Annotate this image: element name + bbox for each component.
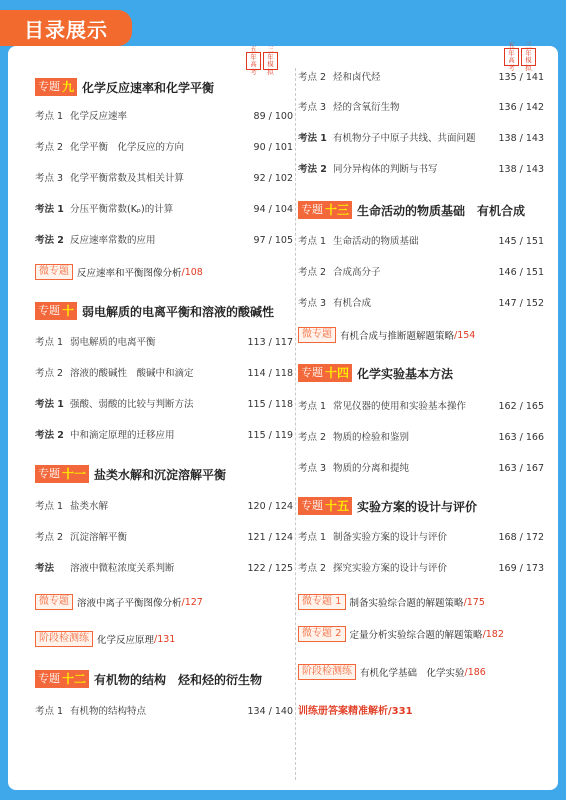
- micro-topic-badge: 微专题: [35, 264, 73, 280]
- answer-key-link[interactable]: 训练册答案精准解析/331: [298, 706, 413, 717]
- topic-11[interactable]: [35, 465, 226, 483]
- topic-badge: 专题 九: [35, 78, 77, 96]
- toc-entry[interactable]: 考点 2 沉淀溶解平衡 121 / 124: [35, 532, 293, 543]
- topic-10[interactable]: [35, 302, 274, 320]
- toc-entry[interactable]: 考点 1 生命活动的物质基础 145 / 151: [298, 236, 544, 247]
- legend-five-year: 五年高考: [504, 48, 519, 66]
- legend-three-year: 三年模拟: [521, 48, 536, 66]
- topic-badge: 专题 十二: [35, 670, 89, 688]
- toc-entry[interactable]: 考点 2 烃和卤代烃 135 / 141: [298, 72, 544, 83]
- toc-entry[interactable]: 考点 1 弱电解质的电离平衡 113 / 117: [35, 337, 293, 348]
- toc-entry[interactable]: 考点 2 化学平衡 化学反应的方向 90 / 101: [35, 142, 293, 153]
- stage-test[interactable]: 阶段检测练 化学反应原理 /131: [35, 631, 175, 647]
- toc-entry[interactable]: 考点 3 有机合成 147 / 152: [298, 298, 544, 309]
- topic-title: 有机物的结构 烃和烃的衍生物: [94, 672, 263, 687]
- toc-entry[interactable]: 考点 2 物质的检验和鉴别 163 / 166: [298, 432, 544, 443]
- topic-15[interactable]: [298, 497, 477, 515]
- topic-title: 实验方案的设计与评价: [357, 499, 478, 514]
- toc-entry[interactable]: 考点 2 溶液的酸碱性 酸碱中和滴定 114 / 118: [35, 368, 293, 379]
- right-column: [298, 46, 544, 786]
- toc-entry[interactable]: 考点 1 常见仪器的使用和实验基本操作 162 / 165: [298, 401, 544, 412]
- micro-topic[interactable]: 微专题 反应速率和平衡图像分析 /108: [35, 264, 203, 280]
- toc-entry[interactable]: 考点 2 合成高分子 146 / 151: [298, 267, 544, 278]
- micro-topic-badge: 微专题: [35, 594, 73, 610]
- stage-test-badge: 阶段检测练: [298, 664, 356, 680]
- topic-badge: 专题 十一: [35, 465, 89, 483]
- legend-five-year: 五年高考: [246, 52, 261, 70]
- topic-badge: 专题 十四: [298, 364, 352, 382]
- toc-entry[interactable]: 考点 1 化学反应速率 89 / 100: [35, 111, 293, 122]
- topic-14[interactable]: [298, 364, 453, 382]
- topic-title: 生命活动的物质基础 有机合成: [357, 203, 526, 218]
- toc-entry[interactable]: 考点 1 有机物的结构特点 134 / 140: [35, 706, 293, 717]
- micro-topic-1[interactable]: 微专题 1 制备实验综合题的解题策略 /175: [298, 594, 485, 610]
- topic-title: 弱电解质的电离平衡和溶液的酸碱性: [82, 304, 275, 319]
- topic-title: 盐类水解和沉淀溶解平衡: [94, 467, 227, 482]
- column-divider: [295, 68, 296, 780]
- micro-topic-badge: 微专题: [298, 327, 336, 343]
- toc-entry[interactable]: 考法 2 同分异构体的判断与书写 138 / 143: [298, 164, 544, 175]
- toc-entry[interactable]: 考点 1 盐类水解 120 / 124: [35, 501, 293, 512]
- topic-title: 化学实验基本方法: [357, 366, 454, 381]
- toc-entry[interactable]: 考点 3 物质的分离和提纯 163 / 167: [298, 463, 544, 474]
- toc-entry[interactable]: 考点 3 化学平衡常数及其相关计算 92 / 102: [35, 173, 293, 184]
- topic-badge: 专题 十三: [298, 201, 352, 219]
- topic-badge: 专题 十五: [298, 497, 352, 515]
- topic-12[interactable]: [35, 670, 262, 688]
- toc-page: [8, 41, 558, 790]
- topic-9[interactable]: [35, 78, 214, 96]
- toc-entry[interactable]: 考法 2 中和滴定原理的迁移应用 115 / 119: [35, 430, 293, 441]
- micro-topic-2[interactable]: 微专题 2 定量分析实验综合题的解题策略 /182: [298, 626, 504, 642]
- toc-entry[interactable]: 考法 2 反应速率常数的应用 97 / 105: [35, 235, 293, 246]
- topic-13[interactable]: [298, 201, 525, 219]
- page-title: 目录展示: [0, 10, 132, 46]
- toc-entry[interactable]: 考法 1 有机物分子中原子共线、共面问题 138 / 143: [298, 133, 544, 144]
- micro-topic-badge: 微专题 2: [298, 626, 346, 642]
- topic-badge: 专题 十: [35, 302, 77, 320]
- stage-test[interactable]: 阶段检测练 有机化学基础 化学实验 /186: [298, 664, 486, 680]
- micro-topic[interactable]: 微专题 溶液中离子平衡图像分析 /127: [35, 594, 203, 610]
- legend-three-year: 三年模拟: [263, 52, 278, 70]
- micro-topic[interactable]: 微专题 有机合成与推断题解题策略 /154: [298, 327, 475, 343]
- topic-title: 化学反应速率和化学平衡: [82, 80, 215, 95]
- toc-entry[interactable]: 考法 1 强酸、弱酸的比较与判断方法 115 / 118: [35, 399, 293, 410]
- toc-entry[interactable]: 考法 1 分压平衡常数(Kₚ)的计算 94 / 104: [35, 204, 293, 215]
- toc-entry[interactable]: 考点 1 制备实验方案的设计与评价 168 / 172: [298, 532, 544, 543]
- toc-entry[interactable]: 考点 3 烃的含氧衍生物 136 / 142: [298, 102, 544, 113]
- micro-topic-badge: 微专题 1: [298, 594, 346, 610]
- toc-entry[interactable]: 考点 2 探究实验方案的设计与评价 169 / 173: [298, 563, 544, 574]
- left-column: [35, 46, 293, 786]
- stage-test-badge: 阶段检测练: [35, 631, 93, 647]
- toc-entry[interactable]: 考法 溶液中微粒浓度关系判断 122 / 125: [35, 563, 293, 574]
